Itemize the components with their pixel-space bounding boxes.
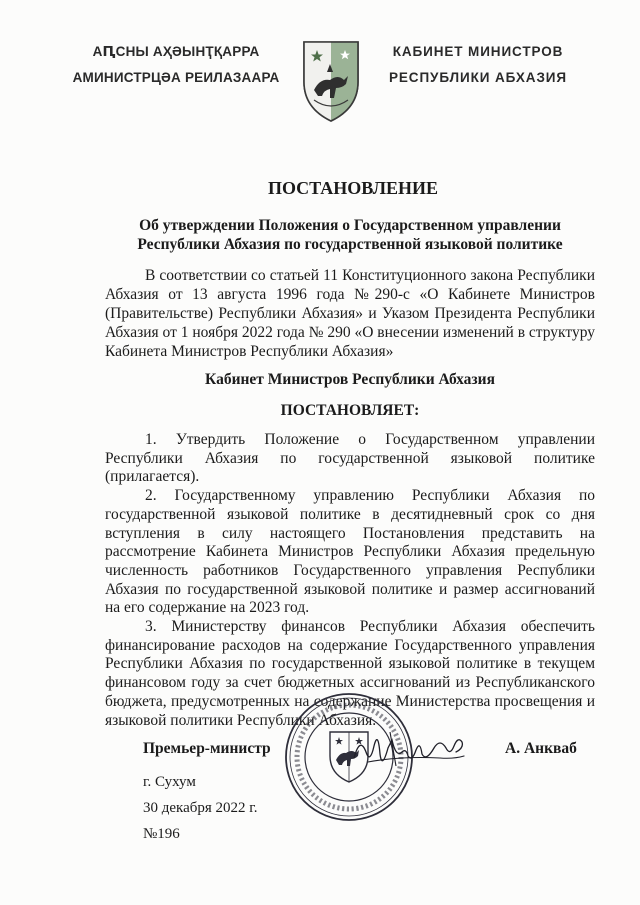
item-text: Министерству финансов Республики Абхазия обеспечить финансирование расходов на содержание Государственного управления Республики Абхазия по государственной языковой политике в текущем финансовом году за счет бюджетных ассигнований из Республиканского бюджета, предусмотренных на содержание Министерства просвещения и языковой политики Республики Абхазия.: [105, 618, 595, 729]
subtitle-line2: Республики Абхазия по государственной языковой политике: [137, 236, 563, 253]
resolution-item: [105, 431, 595, 487]
resolves-heading: ПОСТАНОВЛЯЕТ:: [280, 402, 420, 419]
header-left-line1: АԤСНЫ АҲӘЫНҬҚАРРА: [92, 44, 260, 59]
header-russian: [368, 39, 588, 91]
item-number: 2.: [145, 487, 157, 505]
document-number: №196: [143, 826, 180, 842]
resolution-items: [105, 431, 595, 730]
item-text: Утвердить Положение о Государственном управлении Республики Абхазия по государственной языковой политике (прилагается).: [105, 431, 596, 486]
document-subtitle: [105, 216, 595, 254]
header-left-line2: АМИНИСТРЦӘА РЕИЛАЗААРА: [72, 70, 280, 85]
item-text: Государственному управлению Республики Абхазия по государственной языковой политике в десятидневный срок со дня вступления в силу настоящего Постановления представить на рассмотрение Кабинета Министров Республики Абхазия предельную численность работников Государственного управления Республики Абхазия по государственной языковой политике и размер ассигнований на его содержание на 2023 год.: [105, 487, 595, 617]
coat-of-arms-icon: [300, 38, 362, 124]
subtitle-line1: Об утверждении Положения о Государственном управлении: [139, 217, 561, 234]
header-abkhaz: [60, 39, 292, 91]
preamble-paragraph: В соответствии со статьей 11 Конституционного закона Республики Абхазия от 13 августа 1996 года №290-с «О Кабинете Министров (Правительстве) Республики Абхазия» и Указом Президента Республики Абхазия от 1 ноября 2022 года № 290 «О внесении изменений в структуру Кабинета Министров Республики Абхазия»: [105, 267, 595, 360]
signatory-position: Премьер-министр: [143, 740, 271, 757]
item-number: 1.: [145, 431, 157, 448]
document-date: 30 декабря 2022 г.: [143, 800, 258, 816]
signatory-name: А. Анкваб: [505, 740, 577, 757]
document-title: ПОСТАНОВЛЕНИЕ: [267, 178, 439, 198]
header-right-line1: КАБИНЕТ МИНИСТРОВ: [392, 44, 564, 59]
document-place: г. Сухум: [143, 774, 196, 790]
resolution-item: [105, 487, 595, 618]
item-number: 3.: [145, 618, 157, 636]
header-right-line2: РЕСПУБЛИКИ АБХАЗИЯ: [388, 70, 568, 85]
issuer-line: Кабинет Министров Республики Абхазия: [205, 371, 495, 388]
handwritten-signature-icon: [350, 718, 468, 780]
